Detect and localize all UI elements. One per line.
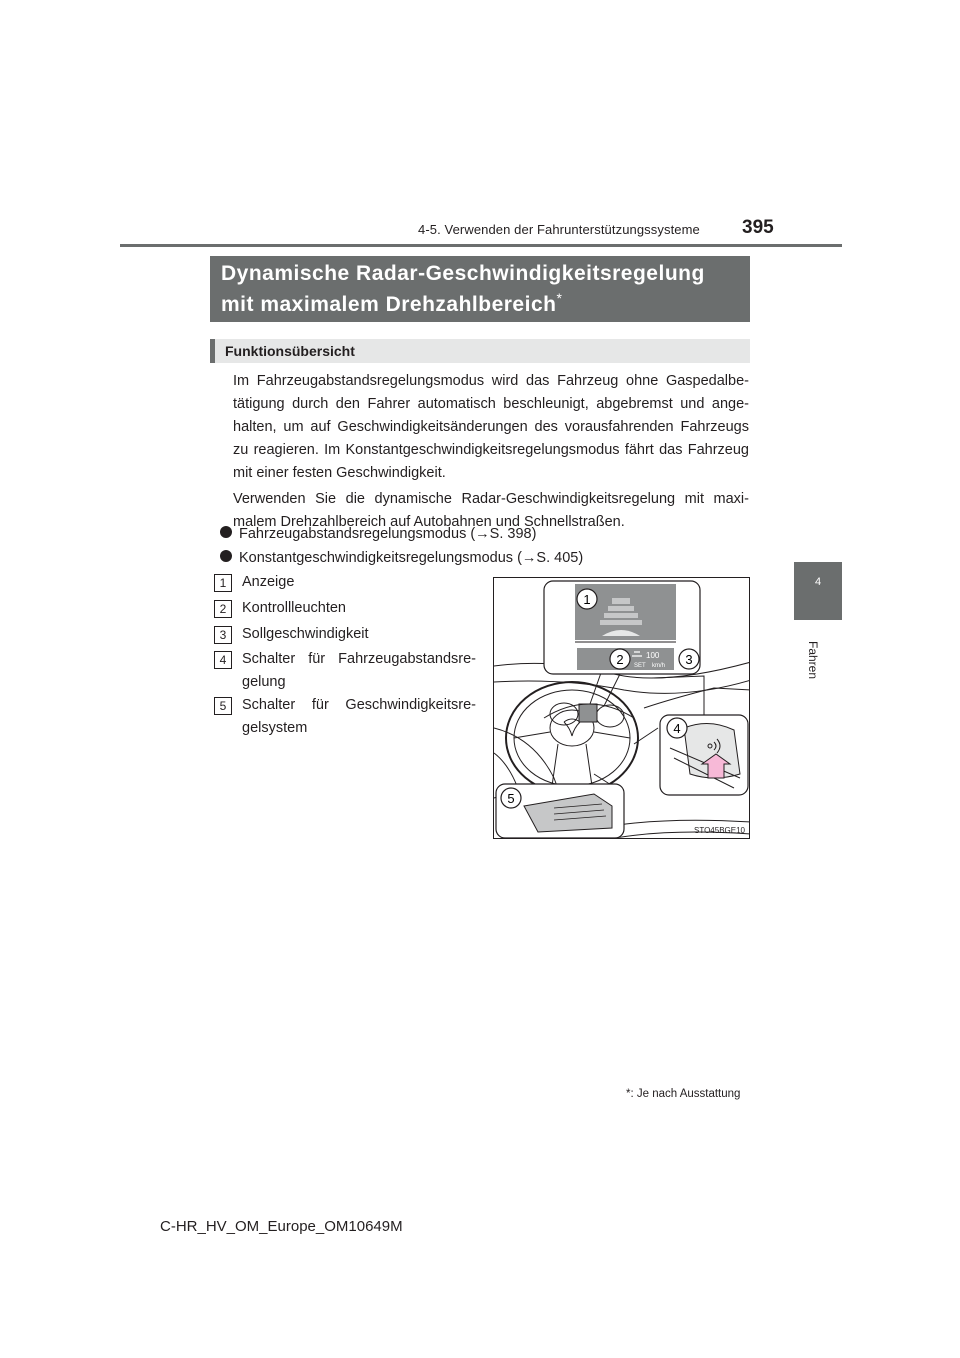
section-title-text-2: mit maximalem Drehzahlbereich xyxy=(221,293,557,316)
display-unit: km/h xyxy=(652,663,666,669)
chapter-tab-number: 4 xyxy=(814,576,822,588)
section-title-line-1: Dynamische Radar-Geschwindigkeitsregelung xyxy=(221,262,705,285)
section-title-band xyxy=(210,256,750,322)
running-header-section: 4-5. Verwenden der Fahrunterstützungssysteme xyxy=(418,222,700,237)
legend-text: Kontrollleuchten xyxy=(242,600,346,616)
callout-4: 4 xyxy=(673,721,681,736)
body-paragraph-1: Im Fahrzeugabstandsregelungsmodus wird das Fahrzeug ohne Gaspedalbetätigung durch den Fahrer automatisch beschleunigt, abgebremst und angehalten, um auf Geschwindigkeitsänderungen des vorausfahrenden Fahrzeugs zu reagieren. Im Konstantgeschwindigkeitsregelungsmodus fährt das Fahrzeug mit einer festen Geschwindigkeit. xyxy=(233,373,749,481)
bullet-item xyxy=(219,525,536,542)
bullet-item xyxy=(219,549,583,566)
equipment-asterisk: * xyxy=(556,290,563,306)
legend-text: Schalter für Fahrzeugabstandsregelung xyxy=(242,651,476,690)
section-title-line-2 xyxy=(221,290,562,317)
equipment-footnote: *: Je nach Ausstattung xyxy=(626,1088,741,1100)
legend-text: Anzeige xyxy=(242,574,295,590)
figure-code: STO45BGE10 xyxy=(694,826,745,835)
legend-number-box: 5 xyxy=(214,697,232,715)
body-paragraph-2: Verwenden Sie die dynamische Radar-Geschwindigkeitsregelung mit maximalem Drehzahlbereich auf Autobahnen und Schnellstraßen. xyxy=(233,491,749,530)
subsection-heading-text: Funktionsübersicht xyxy=(225,343,355,359)
legend-number-box: 4 xyxy=(214,651,232,669)
document-code: C-HR_HV_OM_Europe_OM10649M xyxy=(160,1218,403,1235)
legend-text: Sollgeschwindigkeit xyxy=(242,626,369,642)
cockpit-illustration xyxy=(493,577,750,839)
header-rule xyxy=(120,244,842,247)
subsection-accent-bar xyxy=(210,339,215,363)
chapter-tab xyxy=(794,562,842,620)
bullet-dot-icon xyxy=(219,549,233,563)
callout-3: 3 xyxy=(685,652,693,667)
legend-number-box: 2 xyxy=(214,600,232,618)
display-set: SET xyxy=(634,663,646,669)
legend-number-box: 3 xyxy=(214,626,232,644)
bullet-text: Fahrzeugabstandsregelungsmodus (→S. 398) xyxy=(239,526,537,542)
subsection-heading xyxy=(210,339,750,363)
chapter-tab-label: Fahren xyxy=(806,640,820,680)
cockpit-drawing xyxy=(494,578,750,839)
page-number: 395 xyxy=(742,217,774,238)
bullet-dot-icon xyxy=(219,525,233,539)
callout-5: 5 xyxy=(507,791,515,806)
legend-number-box: 1 xyxy=(214,574,232,592)
legend-text: Schalter für Geschwindigkeitsregelsystem xyxy=(242,697,476,736)
callout-2: 2 xyxy=(616,652,624,667)
callout-1: 1 xyxy=(583,592,591,607)
display-speed: 100 xyxy=(646,651,660,660)
bullet-text: Konstantgeschwindigkeitsregelungsmodus (→S. 405) xyxy=(239,550,584,566)
